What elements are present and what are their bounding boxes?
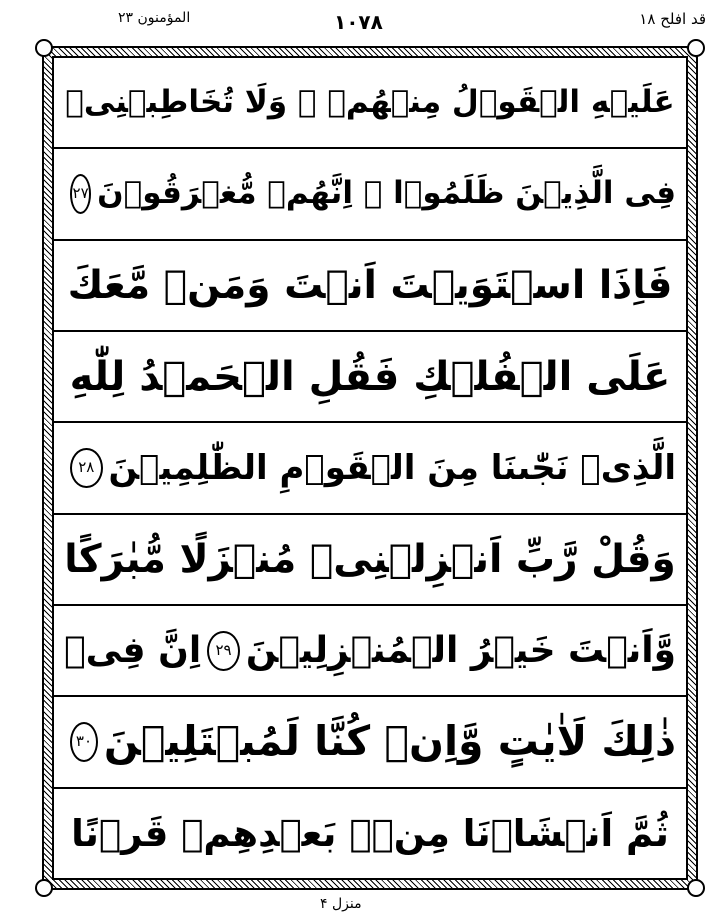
verse-lines — [54, 58, 686, 878]
page-header — [0, 0, 728, 40]
verse-text: ثُمَّ اَنۡشَاۡنَا مِنۡۢ بَعۡدِهِمۡ قَرۡنًا — [71, 811, 669, 855]
verse-line — [54, 515, 686, 606]
verse-text: عَلَيۡهِ الۡقَوۡلُ مِنۡهُمۡ ۚ وَلَا تُخَاطِبۡنِىۡ — [65, 84, 675, 121]
verse-text: عَلَى الۡفُلۡكِ فَقُلِ الۡحَمۡدُ لِلّٰهِ — [69, 353, 671, 400]
verse-line — [54, 606, 686, 697]
corner-ornament — [687, 39, 705, 57]
page-number: ١٠٧٨ — [334, 10, 383, 34]
verse-text: الَّذِىۡ نَجّٰٮنَا مِنَ الۡقَوۡمِ الظّٰلِمِيۡنَ — [108, 447, 676, 488]
corner-ornament — [35, 39, 53, 57]
manzil-footer: منزل ۴ — [320, 896, 362, 912]
verse-line — [54, 241, 686, 332]
ayah-number-marker: ٢٩ — [207, 631, 240, 671]
verse-text: ذٰلِكَ لَاٰيٰتٍ وَّاِنۡ كُنَّا لَمُبۡتَلِيۡنَ — [103, 717, 676, 766]
ayah-number-marker: ٢٨ — [70, 448, 103, 488]
corner-ornament — [687, 879, 705, 897]
verse-text: وَّاَنۡتَ خَيۡرُ الۡمُنۡزِلِيۡنَ — [245, 629, 676, 671]
ayah-number-marker: ٣٠ — [70, 722, 98, 762]
verse-text: فِى الَّذِيۡنَ ظَلَمُوۡا ۚ اِنَّهُمۡ مُّغۡرَقُوۡنَ — [97, 175, 676, 212]
verse-text: اِنَّ فِىۡ — [64, 629, 202, 671]
page-frame — [42, 46, 698, 890]
verse-text: وَقُلْ رَّبِّ اَنۡزِلۡنِىۡ مُنۡزَلًا مُّبٰرَكًا — [64, 536, 676, 582]
verse-text: فَاِذَا اسۡتَوَيۡتَ اَنۡتَ وَمَنۡ مَّعَكَ — [67, 262, 673, 308]
juz-label: قد افلح ١٨ — [639, 10, 706, 28]
verse-line — [54, 58, 686, 149]
verse-line — [54, 423, 686, 514]
verse-line — [54, 697, 686, 788]
verse-line — [54, 789, 686, 878]
verse-line — [54, 332, 686, 423]
text-area — [52, 56, 688, 880]
ayah-number-marker: ٢٧ — [70, 174, 91, 214]
verse-line — [54, 149, 686, 240]
surah-label: المؤمنون ٢٣ — [118, 10, 191, 26]
corner-ornament — [35, 879, 53, 897]
